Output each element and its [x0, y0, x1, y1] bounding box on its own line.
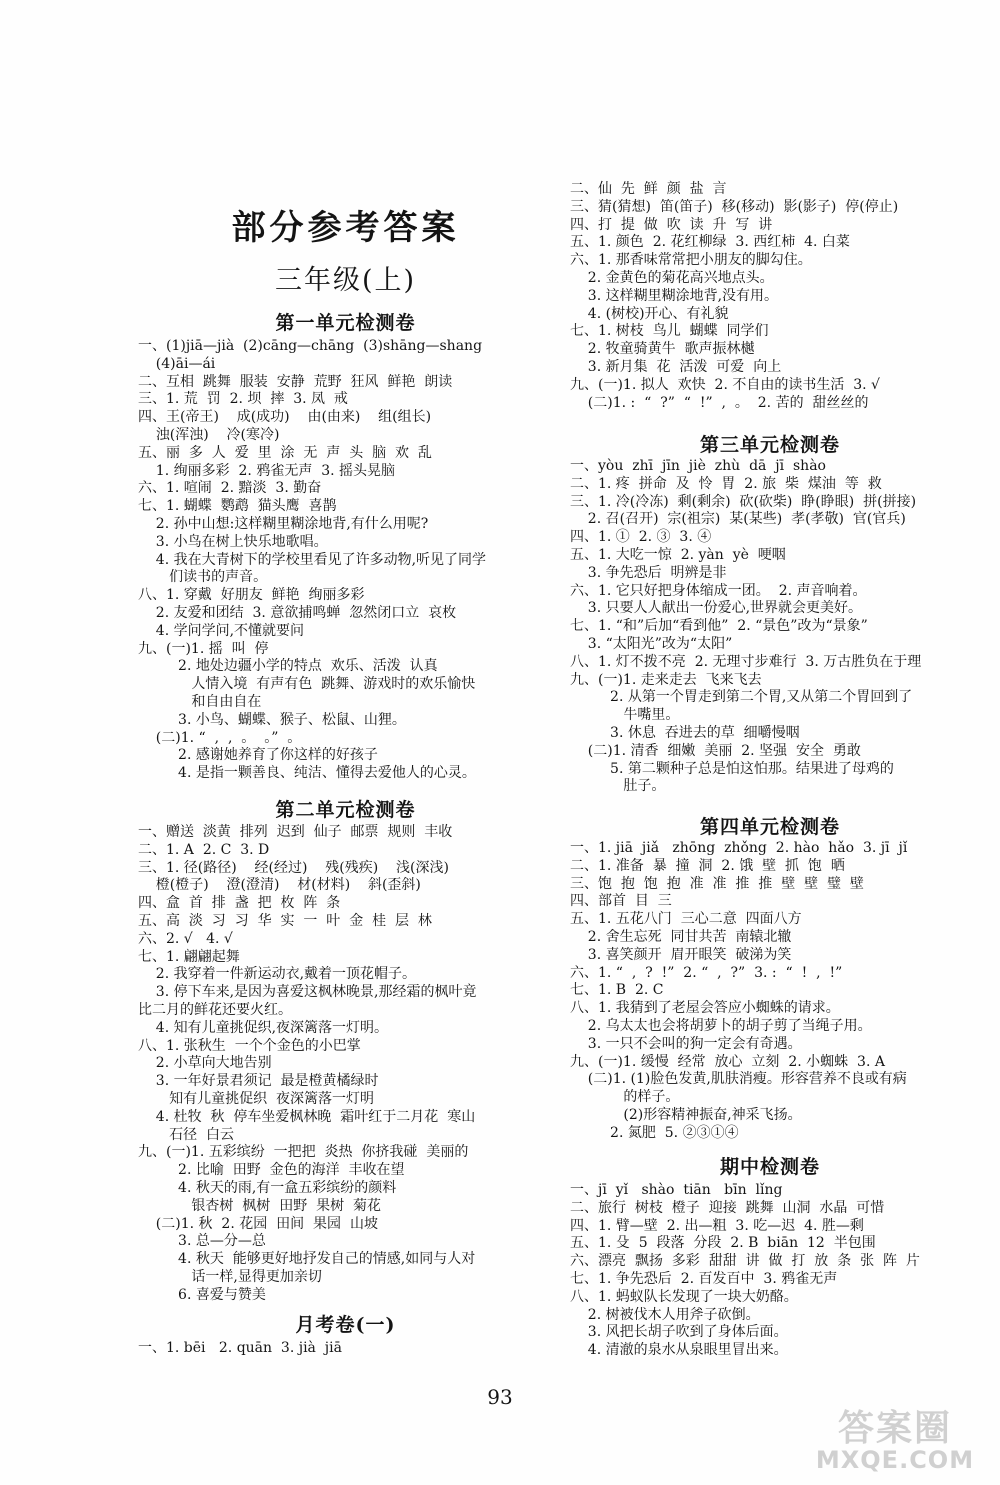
answer-line: 2. 乌太太也会将胡萝卜的胡子剪了当绳子用。 [570, 1017, 872, 1034]
answer-line: (2)形容精神振奋,神采飞扬。 [570, 1106, 802, 1123]
answer-line: 2. 舍生忘死 同甘共苦 南辕北辙 [570, 928, 792, 945]
answer-line: 知有儿童挑促织 夜深篱落一灯明 [138, 1090, 375, 1107]
unit2-heading: 第二单元检测卷 [275, 799, 416, 821]
answer-line: (二)1. (1)脸色发黄,肌肤消瘦。形容营养不良或有病 [570, 1071, 907, 1088]
page-number: 93 [487, 1385, 513, 1409]
answer-line: 四、1. 臂—壁 2. 出—粗 3. 吃—迟 4. 胜—剩 [570, 1217, 864, 1234]
answer-line: 3. 小鸟在树上快乐地歌唱。 [138, 533, 328, 550]
answer-line: 4. 秋天 能够更好地抒发自己的情感,如同与人对 [138, 1251, 476, 1268]
answer-line: 3. 一年好景君须记 最是橙黄橘绿时 [138, 1073, 379, 1090]
answer-line: 3. 休息 吞进去的草 细嚼慢咽 [570, 724, 800, 741]
answer-line: 3. 只要人人献出一份爱心,世界就会更美好。 [570, 600, 863, 617]
answer-line: 4. 我在大青树下的学校里看见了许多动物,听见了同学 [138, 551, 487, 568]
answer-line: 八、1. 灯不拨不亮 2. 无理寸步难行 3. 万古胜负在于理 [570, 653, 922, 670]
unit1-answers [138, 338, 486, 783]
answer-line: 三、1. 径(路径) 经(经过) 残(残疾) 浅(深浅) [138, 859, 449, 876]
answer-line: 银杏树 枫树 田野 果树 菊花 [138, 1197, 382, 1214]
answer-line: 的样子。 [570, 1089, 680, 1106]
answer-line: 一、jī yǐ shào tiān bīn lǐng [570, 1182, 783, 1198]
answer-line: 六、1. “ , ? !” 2. “ , ?” 3. : “ ! , !” [570, 964, 843, 981]
unit2-answers [138, 824, 477, 1305]
answer-line: 三、1. 荒 罚 2. 坝 摔 3. 凤 戒 [138, 391, 348, 408]
answer-line: 2. 从第一个胃走到第二个胃,又从第二个胃回到了 [570, 689, 913, 706]
answer-line: 3. 停下车来,是因为喜爱这枫林晚景,那经霜的枫叶竟 [138, 984, 477, 1001]
answer-line: 四、打 提 做 吹 读 升 写 讲 [570, 216, 773, 233]
midterm-answers [570, 1182, 920, 1360]
answer-line: 人情入境 有声有色 跳舞、游戏时的欢乐愉快 [138, 676, 476, 693]
answer-line: 4. 杜牧 秋 停车坐爱枫林晚 霜叶红于二月花 寒山 [138, 1108, 476, 1125]
answer-line: 七、1. 翩翩起舞 [138, 948, 240, 965]
answer-line: 3. 小鸟、蝴蝶、猴子、松鼠、山狸。 [138, 711, 406, 728]
answer-line: 八、1. 张秋生 一个个金色的小巴掌 [138, 1037, 361, 1054]
answer-line: 2. 氮肥 5. ②③①④ [570, 1124, 739, 1141]
answer-line: 九、(一)1. 五彩缤纷 一把把 炎热 你挤我碰 美丽的 [138, 1144, 469, 1161]
answer-line: (二)1. : “ ?” “ !” , 。 2. 苦的 甜丝丝的 [570, 394, 869, 411]
answer-line: 九、(一)1. 拟人 欢快 2. 不自由的读书生活 3. √ [570, 376, 880, 393]
answer-line: 七、1. 蝴蝶 鹦鹉 猫头鹰 喜鹊 [138, 498, 337, 515]
answer-line: 七、1. B 2. C [570, 982, 664, 999]
answer-line: 4. 秋天的雨,有一盒五彩缤纷的颜料 [138, 1179, 397, 1196]
answer-line: 九、(一)1. 走来走去 飞来飞去 [570, 671, 762, 688]
answer-line: 九、(一)1. 摇 叫 停 [138, 640, 269, 657]
answer-line: 2. 树被伐木人用斧子砍倒。 [570, 1306, 760, 1323]
answer-line: 4. (树校)开心、有礼貌 [570, 305, 729, 322]
answer-line: 四、盒 首 排 盏 把 枚 阵 条 [138, 895, 341, 912]
answer-line: 二、仙 先 鲜 颜 盐 言 [570, 181, 727, 197]
answer-line: 二、1. 准备 暴 撞 洞 2. 饿 壁 抓 饱 晒 [570, 857, 845, 874]
answer-line: 一、yòu zhī jīn jiè zhù dā jī shào [570, 458, 826, 474]
answer-line: 3. 总—分—总 [138, 1233, 266, 1250]
answer-line: 五、1. 五花八门 三心二意 四面八方 [570, 911, 802, 928]
answer-line: 3. 这样糊里糊涂地背,没有用。 [570, 287, 779, 304]
answer-line: 4. 清澈的泉水从泉眼里冒出来。 [570, 1342, 788, 1359]
answer-line: 话一样,显得更加亲切 [138, 1268, 322, 1285]
continued-answers [570, 181, 898, 412]
answer-line: 2. 金黄色的菊花高兴地点头。 [570, 269, 774, 286]
answer-line: 六、漂亮 飘扬 多彩 甜甜 讲 做 打 放 条 张 阵 片 [570, 1253, 920, 1270]
grade-title: 三年级(上) [274, 265, 417, 296]
answer-line: 2. 比喻 田野 金色的海洋 丰收在望 [138, 1162, 405, 1179]
answer-line: 2. 牧童骑黄牛 歌声振林樾 [570, 341, 755, 358]
answer-line: 五、高 淡 习 习 华 实 一 叶 金 桂 层 林 [138, 912, 432, 929]
watermark-url: MXQE.COM [815, 1446, 975, 1474]
answer-line: 五、1. 颜色 2. 花红柳绿 3. 西红柿 4. 白菜 [570, 234, 850, 251]
answer-line: 七、1. 树枝 鸟儿 蝴蝶 同学们 [570, 323, 769, 340]
answer-line: 2. 小草向大地告别 [138, 1055, 272, 1072]
answer-line: 和自由自在 [138, 693, 262, 710]
answer-line: 八、1. 穿戴 好朋友 鲜艳 绚丽多彩 [138, 587, 365, 604]
answer-line: 四、王(帝王) 成(成功) 由(由来) 组(组长) [138, 409, 432, 426]
answer-line: 四、部首 目 三 [570, 893, 672, 910]
answer-line: 八、1. 我猜到了老屋会答应小蜘蛛的请求。 [570, 1000, 840, 1017]
answer-line: (二)1. 秋 2. 花园 田间 果园 山坡 [138, 1215, 378, 1232]
answer-line: 二、互相 跳舞 服装 安静 荒野 狂风 鲜艳 朗读 [138, 373, 453, 390]
unit1-heading: 第一单元检测卷 [275, 312, 416, 334]
answer-line: 2. 我穿着一件新运动衣,戴着一顶花帽子。 [138, 966, 417, 983]
answer-line: 一、1. jiā jiǎ zhōng zhǒng 2. hào hǎo 3. jī jǐ [570, 840, 908, 856]
answer-line: 3. 喜笑颜开 眉开眼笑 破涕为笑 [570, 946, 792, 963]
answer-line: 一、(1)jiā—jià (2)cāng—chāng (3)shāng—shang [138, 338, 483, 354]
page-title: 部分参考答案 [231, 208, 460, 248]
answer-line: (二)1. 清香 细嫩 美丽 2. 坚强 安全 勇敢 [570, 742, 861, 759]
answer-line: 二、1. A 2. C 3. D [138, 841, 270, 858]
answer-line: 5. 第二颗种子总是怕这怕那。结果进了母鸡的 [570, 760, 894, 777]
answer-line: 1. 绚丽多彩 2. 鸦雀无声 3. 摇头晃脑 [138, 462, 396, 479]
answer-line: 3. 一只不会叫的狗一定会有奇遇。 [570, 1035, 802, 1052]
unit4-heading: 第四单元检测卷 [699, 816, 840, 838]
answer-line: 2. 感谢她养育了你这样的好孩子 [138, 747, 378, 764]
monthly-heading: 月考卷(一) [295, 1314, 396, 1336]
watermark [800, 1400, 990, 1478]
midterm-heading: 期中检测卷 [719, 1156, 820, 1178]
answer-line: 2. 地处边疆小学的特点 欢乐、活泼 认真 [138, 658, 438, 675]
answer-line: 四、1. ① 2. ③ 3. ④ [570, 529, 712, 546]
answer-line: 五、丽 多 人 爱 里 涂 无 声 头 脑 欢 乱 [138, 444, 432, 461]
answer-line: (二)1. “ , , 。 。” 。 [138, 729, 302, 746]
answer-line: 4. 知有儿童挑促织,夜深篱落一灯明。 [138, 1019, 389, 1036]
monthly-answers [138, 1340, 342, 1358]
answer-line: 橙(橙子) 澄(澄清) 材(材料) 斜(歪斜) [138, 877, 421, 894]
answer-line: 二、旅行 树枝 橙子 迎接 跳舞 山洞 水晶 可惜 [570, 1199, 885, 1216]
answer-line: 2. 孙中山想:这样糊里糊涂地背,有什么用呢? [138, 515, 429, 532]
answer-line: 3. 风把长胡子吹到了身体后面。 [570, 1324, 788, 1341]
answer-line: (4)āi—ái [138, 355, 216, 372]
answer-line: 一、1. bēi 2. quān 3. jià jiā [138, 1340, 342, 1356]
answer-line: 3. 新月集 花 活泼 可爱 向上 [570, 358, 782, 375]
answer-line: 六、1. 它只好把身体缩成一团。 2. 声音响着。 [570, 582, 867, 599]
answer-line: 三、猜(猜想) 笛(笛子) 移(移动) 影(影子) 停(停止) [570, 198, 899, 215]
unit3-heading: 第三单元检测卷 [699, 434, 840, 456]
unit3-answers [570, 458, 921, 796]
answer-line: 4. 学问学问,不懂就要问 [138, 622, 305, 639]
answer-line: 2. 召(召开) 宗(祖宗) 某(某些) 孝(孝敬) 官(官兵) [570, 511, 906, 528]
answer-line: 三、1. 冷(冷冻) 剩(剩余) 砍(砍柴) 睁(睁眼) 拼(拼接) [570, 493, 917, 510]
answer-line: 三、饱 抱 饱 抱 准 准 推 推 壁 壁 璧 壁 [570, 875, 864, 892]
answer-line: 比二月的鲜花还要火红。 [138, 1001, 292, 1018]
answer-line: 二、1. 疼 拼命 及 怜 胃 2. 旅 柴 煤油 等 救 [570, 475, 882, 492]
watermark-text: 答案圈 [837, 1408, 952, 1449]
answer-line: 七、1. 争先恐后 2. 百发百中 3. 鸦雀无声 [570, 1270, 838, 1287]
answer-line: 们读书的声音。 [138, 569, 268, 586]
answer-line: 六、1. 那香味常常把小朋友的脚勾住。 [570, 252, 812, 269]
unit4-answers [570, 840, 907, 1143]
answer-line: 一、赠送 淡黄 排列 迟到 仙子 邮票 规则 丰收 [138, 824, 453, 840]
answer-line: 五、1. 大吃一惊 2. yàn yè 哽咽 [570, 546, 786, 563]
answer-line: 八、1. 蚂蚁队长发现了一块大奶酪。 [570, 1288, 798, 1305]
answer-line: 六、2. √ 4. √ [138, 930, 233, 947]
answer-line: 3. 争先恐后 明辨是非 [570, 564, 727, 581]
answer-line: 牛嘴里。 [570, 707, 680, 724]
answer-line: 九、(一)1. 缓慢 经常 放心 立刻 2. 小蜘蛛 3. A [570, 1053, 885, 1070]
answer-line: 2. 友爱和团结 3. 意欲捕鸣蝉 忽然闭口立 哀枚 [138, 604, 457, 621]
answer-line: 3. “太阳光”改为“太阳” [570, 635, 733, 652]
answer-line: 肚子。 [570, 778, 666, 795]
answer-line: 五、1. 殳 5 段落 分段 2. B biān 12 半包围 [570, 1235, 876, 1252]
answer-line: 浊(浑浊) 冷(寒冷) [138, 426, 280, 443]
answer-line: 6. 喜爱与赞美 [138, 1286, 266, 1303]
answer-line: 六、1. 喧闹 2. 黯淡 3. 勤奋 [138, 480, 322, 497]
answer-line: 4. 是指一颗善良、纯洁、懂得去爱他人的心灵。 [138, 765, 476, 782]
answer-line: 七、1. “和”后加“看到他” 2. “景色”改为“景象” [570, 618, 868, 635]
answer-line: 石径 白云 [138, 1126, 235, 1143]
